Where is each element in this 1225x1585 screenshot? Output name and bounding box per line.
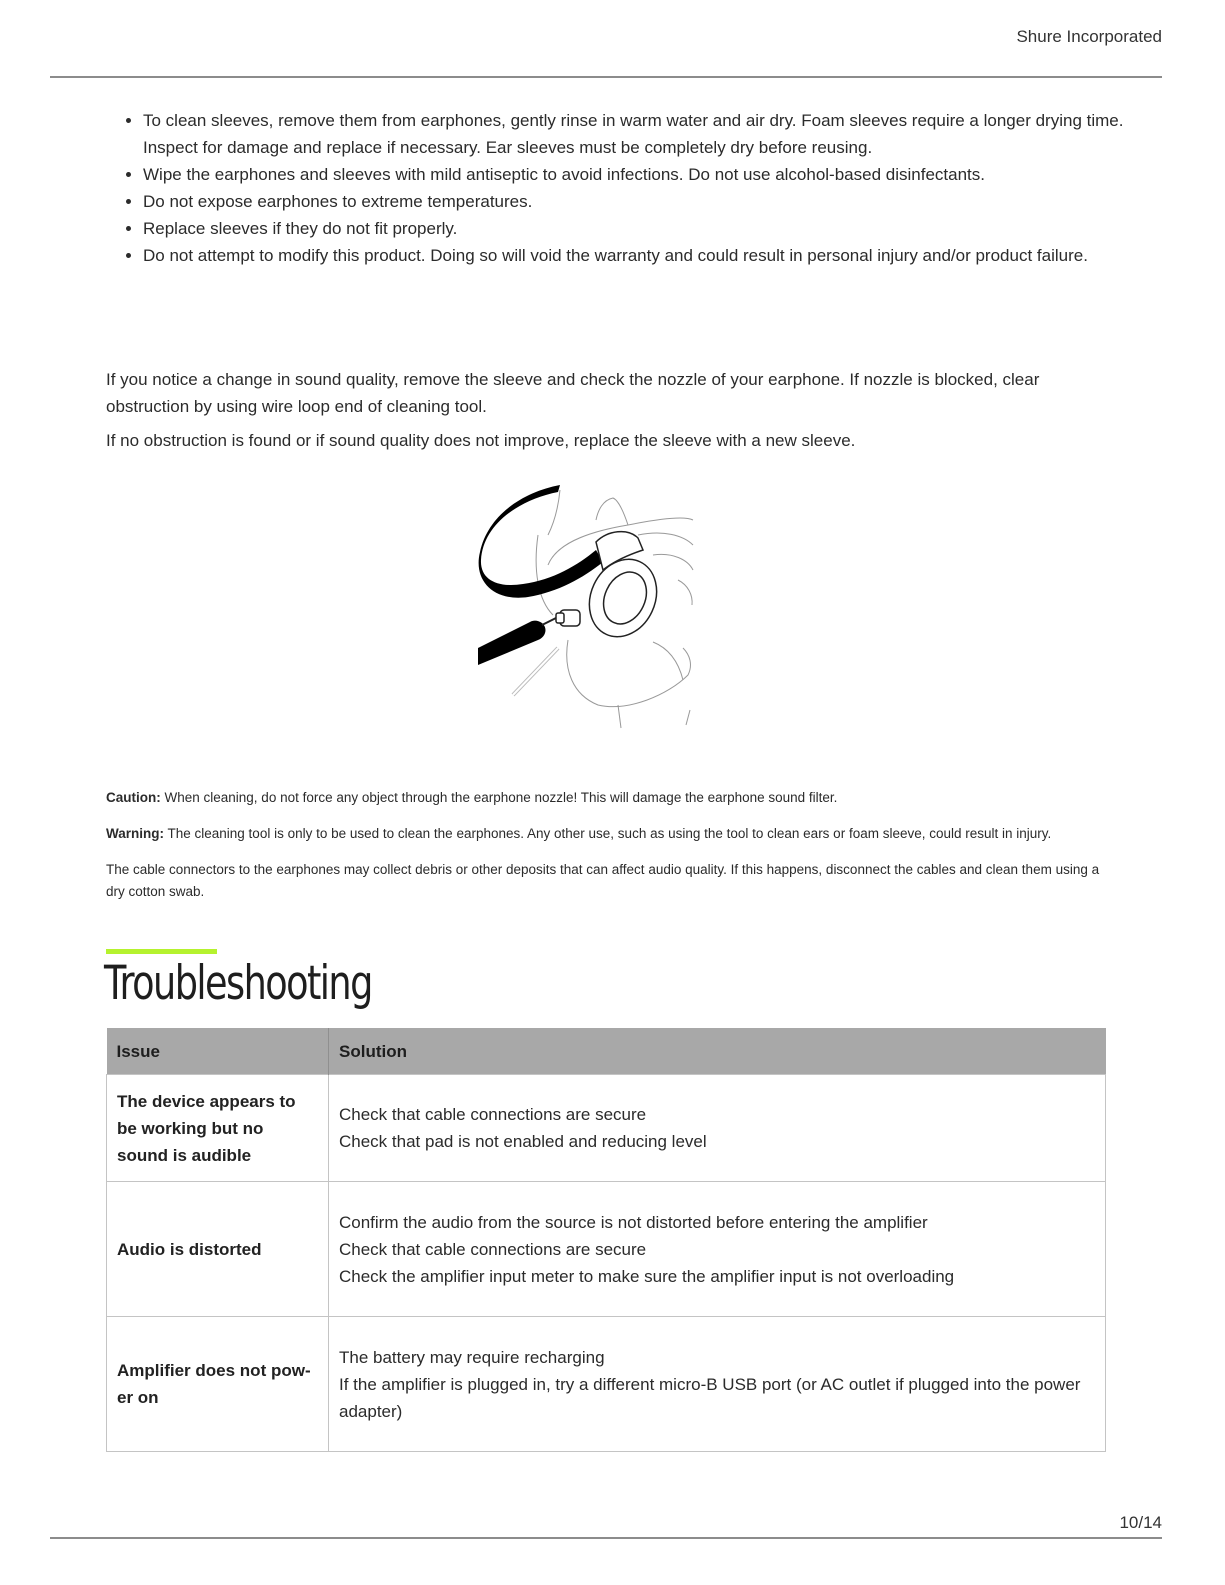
list-item: • Wipe the earphones and sleeves with mild antiseptic to avoid infections. Do not use alcohol-based disinfectants. [143, 161, 1143, 188]
cleaning-paragraph-1: If you notice a change in sound quality, remove the sleeve and check the nozzle of your earphone. If nozzle is blocked, clear obstruction by using wire loop end of cleaning tool. [106, 370, 1040, 416]
list-item: • To clean sleeves, remove them from earphones, gently rinse in warm water and air dry. Foam sleeves require a longer drying time. Inspect for damage and replace if necessary. Ear sleeves must be completely dry before reusing. [143, 107, 1143, 161]
column-header-issue: Issue [107, 1028, 329, 1075]
list-item: • Do not attempt to modify this product. Doing so will void the warranty and could result in personal injury and/or product failure. [143, 242, 1143, 269]
troubleshooting-table [106, 1028, 1106, 1452]
nozzle-cleaning-illustration [478, 480, 698, 730]
page-number: 10/14 [1119, 1513, 1162, 1532]
warning-note [106, 823, 1116, 845]
care-bullet-list [106, 107, 1143, 269]
table-row [107, 1075, 1106, 1182]
footer-divider [50, 1537, 1162, 1539]
caution-text: When cleaning, do not force any object through the earphone nozzle! This will damage the earphone sound filter. [160, 790, 838, 805]
table-row [107, 1182, 1106, 1317]
solution-line: If the amplifier is plugged in, try a different micro-B USB port (or AC outlet if plugged into the power adapter) [339, 1374, 1081, 1421]
column-header-solution: Solution [329, 1028, 1106, 1075]
table-row [107, 1317, 1106, 1452]
issue-cell: Audio is distorted [107, 1182, 329, 1317]
list-item: • Do not expose earphones to extreme temperatures. [143, 188, 1143, 215]
solution-cell [329, 1317, 1106, 1452]
solution-cell [329, 1075, 1106, 1182]
header-divider [50, 76, 1162, 78]
warning-label: Warning: [106, 826, 164, 841]
solution-cell [329, 1182, 1106, 1317]
solution-line: Check the amplifier input meter to make sure the amplifier input is not overloading [339, 1266, 955, 1286]
section-accent-bar [106, 949, 217, 954]
table-header-row [107, 1028, 1106, 1075]
list-item: • Replace sleeves if they do not fit properly. [143, 215, 1143, 242]
caution-note [106, 787, 1116, 809]
issue-cell: Amplifier does not power on [107, 1317, 329, 1452]
solution-line: Check that cable connections are secure [339, 1105, 647, 1124]
section-title: Troubleshooting [104, 956, 372, 1011]
caution-label: Caution: [106, 790, 161, 805]
header-company-name: Shure Incorporated [1016, 27, 1162, 46]
issue-cell: The device appears to be working but no sound is audible [107, 1075, 329, 1182]
solution-line: The battery may require recharging [339, 1347, 605, 1367]
cleaning-paragraph-2: If no obstruction is found or if sound quality does not improve, replace the sleeve with a new sleeve. [106, 431, 856, 450]
solution-line: Confirm the audio from the source is not distorted before entering the amplifier [339, 1212, 928, 1232]
solution-line: Check that cable connections are secure [339, 1239, 647, 1259]
solution-line: Check that pad is not enabled and reducing level [339, 1132, 707, 1151]
warning-text: The cleaning tool is only to be used to clean the earphones. Any other use, such as using the tool to clean ears or foam sleeve, could result in injury. [164, 826, 1052, 841]
cable-note: The cable connectors to the earphones may collect debris or other deposits that can affect audio quality. If this happens, disconnect the cables and clean them using a dry cotton swab. [106, 862, 1100, 899]
